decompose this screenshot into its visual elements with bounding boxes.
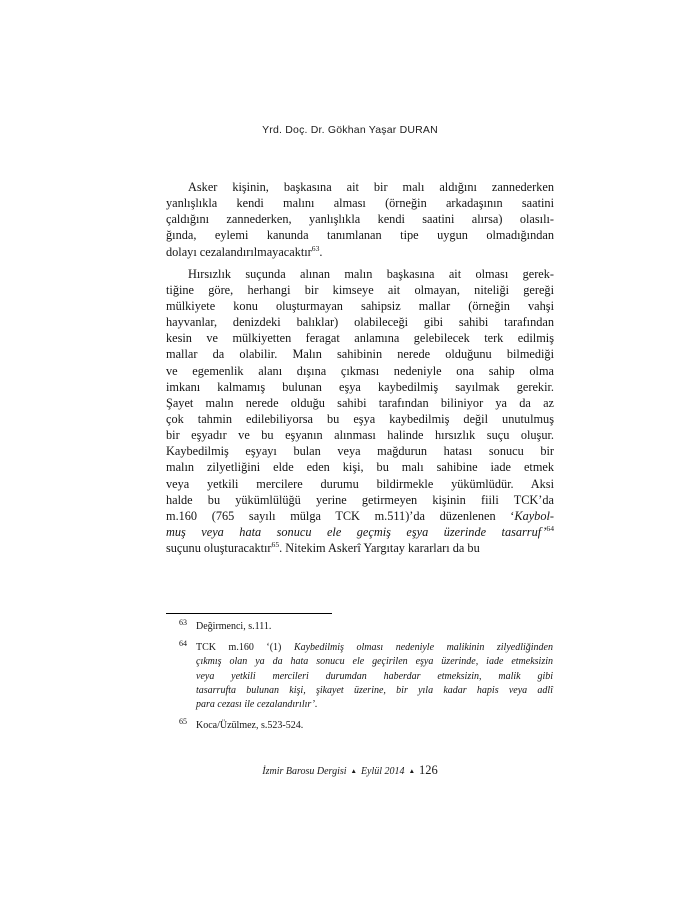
text-line: ğında, eylemi kanunda tanımlanan tipe uygun olmadığından	[166, 228, 554, 243]
text-line: halde bu yükümlülüğü yerine getirmeyen kişinin fiili TCK’da	[166, 492, 554, 507]
footnote-text	[196, 719, 553, 733]
paragraph-1	[166, 179, 554, 260]
text-line: çok tahmin edilebiliyorsa bu eşya kaybedilmiş değil unutulmuş	[166, 411, 554, 426]
footnote-text	[196, 620, 553, 634]
page-number: 126	[419, 763, 438, 777]
issue-date: Eylül 2014	[360, 766, 405, 777]
text-line: dolayı cezalandırılmayacaktır$^{63}$.	[166, 243, 323, 259]
footnote-63	[179, 618, 553, 634]
footnote-divider	[166, 613, 332, 614]
text-line: tiğine göre, herhangi bir kimseye ait olmayan, niteliği gereği	[166, 282, 554, 297]
footnotes-section	[179, 618, 553, 740]
text-line: çıkmış olan ya da hata sonucu ele geçirilen eşya üzerinde, iade etmeksizin	[196, 656, 553, 668]
text-line: çaldığını zannederken, yanlışlıkla kendi saatini alırsa) olasılı-	[166, 212, 554, 227]
triangle-separator-icon: ▲	[408, 767, 415, 775]
text-line: veya yetkili mercilere durumu bildirmekle yükümlüdür. Aksi	[166, 476, 554, 491]
article-body	[166, 179, 554, 562]
text-line: Asker kişinin, başkasına ait bir malı aldığını zannederken	[188, 180, 554, 194]
text-line: Hırsızlık suçunda alınan malın başkasına ait olması gerek-	[188, 266, 554, 281]
journal-title: İzmir Barosu Dergisi	[262, 766, 347, 777]
text-line: ve egemenlik alanı dışına çıkması nedeniyle ona sahip olma	[166, 363, 554, 378]
text-line: kesin ve mülkiyetten feragat anlamına gelebilecek terk edilmiş	[166, 331, 554, 346]
text-line: imkanı kalmamış bulunan eşya kaybedilmiş sayılmak gerekir.	[166, 379, 554, 394]
running-header-author: Yrd. Doç. Dr. Gökhan Yaşar DURAN	[262, 124, 438, 136]
text-line: hayvanlar, denizdeki balıklar) olabileceği gibi sahibi tarafından	[166, 315, 554, 330]
text-line: Kaybedilmiş eşyayı bulan veya mağdurun hatası sonucu bir	[166, 444, 554, 459]
text-line: Değirmenci, s.111.	[196, 621, 272, 632]
text-line: para cezası ile cezalandırılır’.	[196, 698, 318, 710]
text-line: yanlışlıkla kendi malını alması (örneğin arkadaşının saatini	[166, 196, 554, 211]
text-line: Koca/Üzülmez, s.523-524.	[196, 720, 304, 732]
footnote-64	[179, 639, 553, 712]
text-line: malın zilyetliğini elde eden kişi, bu malı sahibine iade etmek	[166, 460, 554, 475]
text-line: m.160 (765 sayılı mülga TCK m.511)’da düzenlenen ‘Kaybol-	[166, 508, 554, 523]
text-line: suçunu oluşturacaktır$^{65}$. Nitekim Askerî Yargıtay kararları da bu	[166, 540, 480, 556]
text-line: mülkiyete konu oluşturmayan sahipsiz mallar (örneğin vahşi	[166, 298, 554, 313]
footnote-number: 63	[179, 618, 187, 627]
paragraph-2	[166, 266, 554, 557]
text-line: tasarrufta bulunan kişi, şikayet üzerine, bir yıla kadar hapis veya adlî	[196, 684, 553, 696]
footnote-number: 65	[179, 717, 187, 727]
text-line: muş veya hata sonucu ele geçmiş eşya üzerinde tasarruf’$^{64}$	[166, 523, 554, 539]
text-line: mallar da olabilir. Malın sahibinin nerede olduğunu bilmediği	[166, 347, 554, 362]
footnote-text	[196, 641, 553, 712]
text-line: TCK m.160 ‘(1) Kaybedilmiş olması nedeniyle malikinin zilyedliğinden	[196, 642, 553, 654]
text-line: veya yetkili mercileri durumdan haberdar etmeksizin, malik gibi	[196, 670, 553, 682]
triangle-separator-icon: ▲	[350, 767, 357, 775]
page-footer	[0, 763, 700, 778]
text-line: bir eşyadır ve bu eşyanın alınması halinde hırsızlık suçu oluşur.	[166, 428, 554, 443]
footnote-65	[179, 717, 553, 733]
footnote-number: 64	[179, 639, 187, 649]
text-line: Şayet malın nerede olduğu sahibi tarafından biliniyor ya da az	[166, 395, 554, 410]
